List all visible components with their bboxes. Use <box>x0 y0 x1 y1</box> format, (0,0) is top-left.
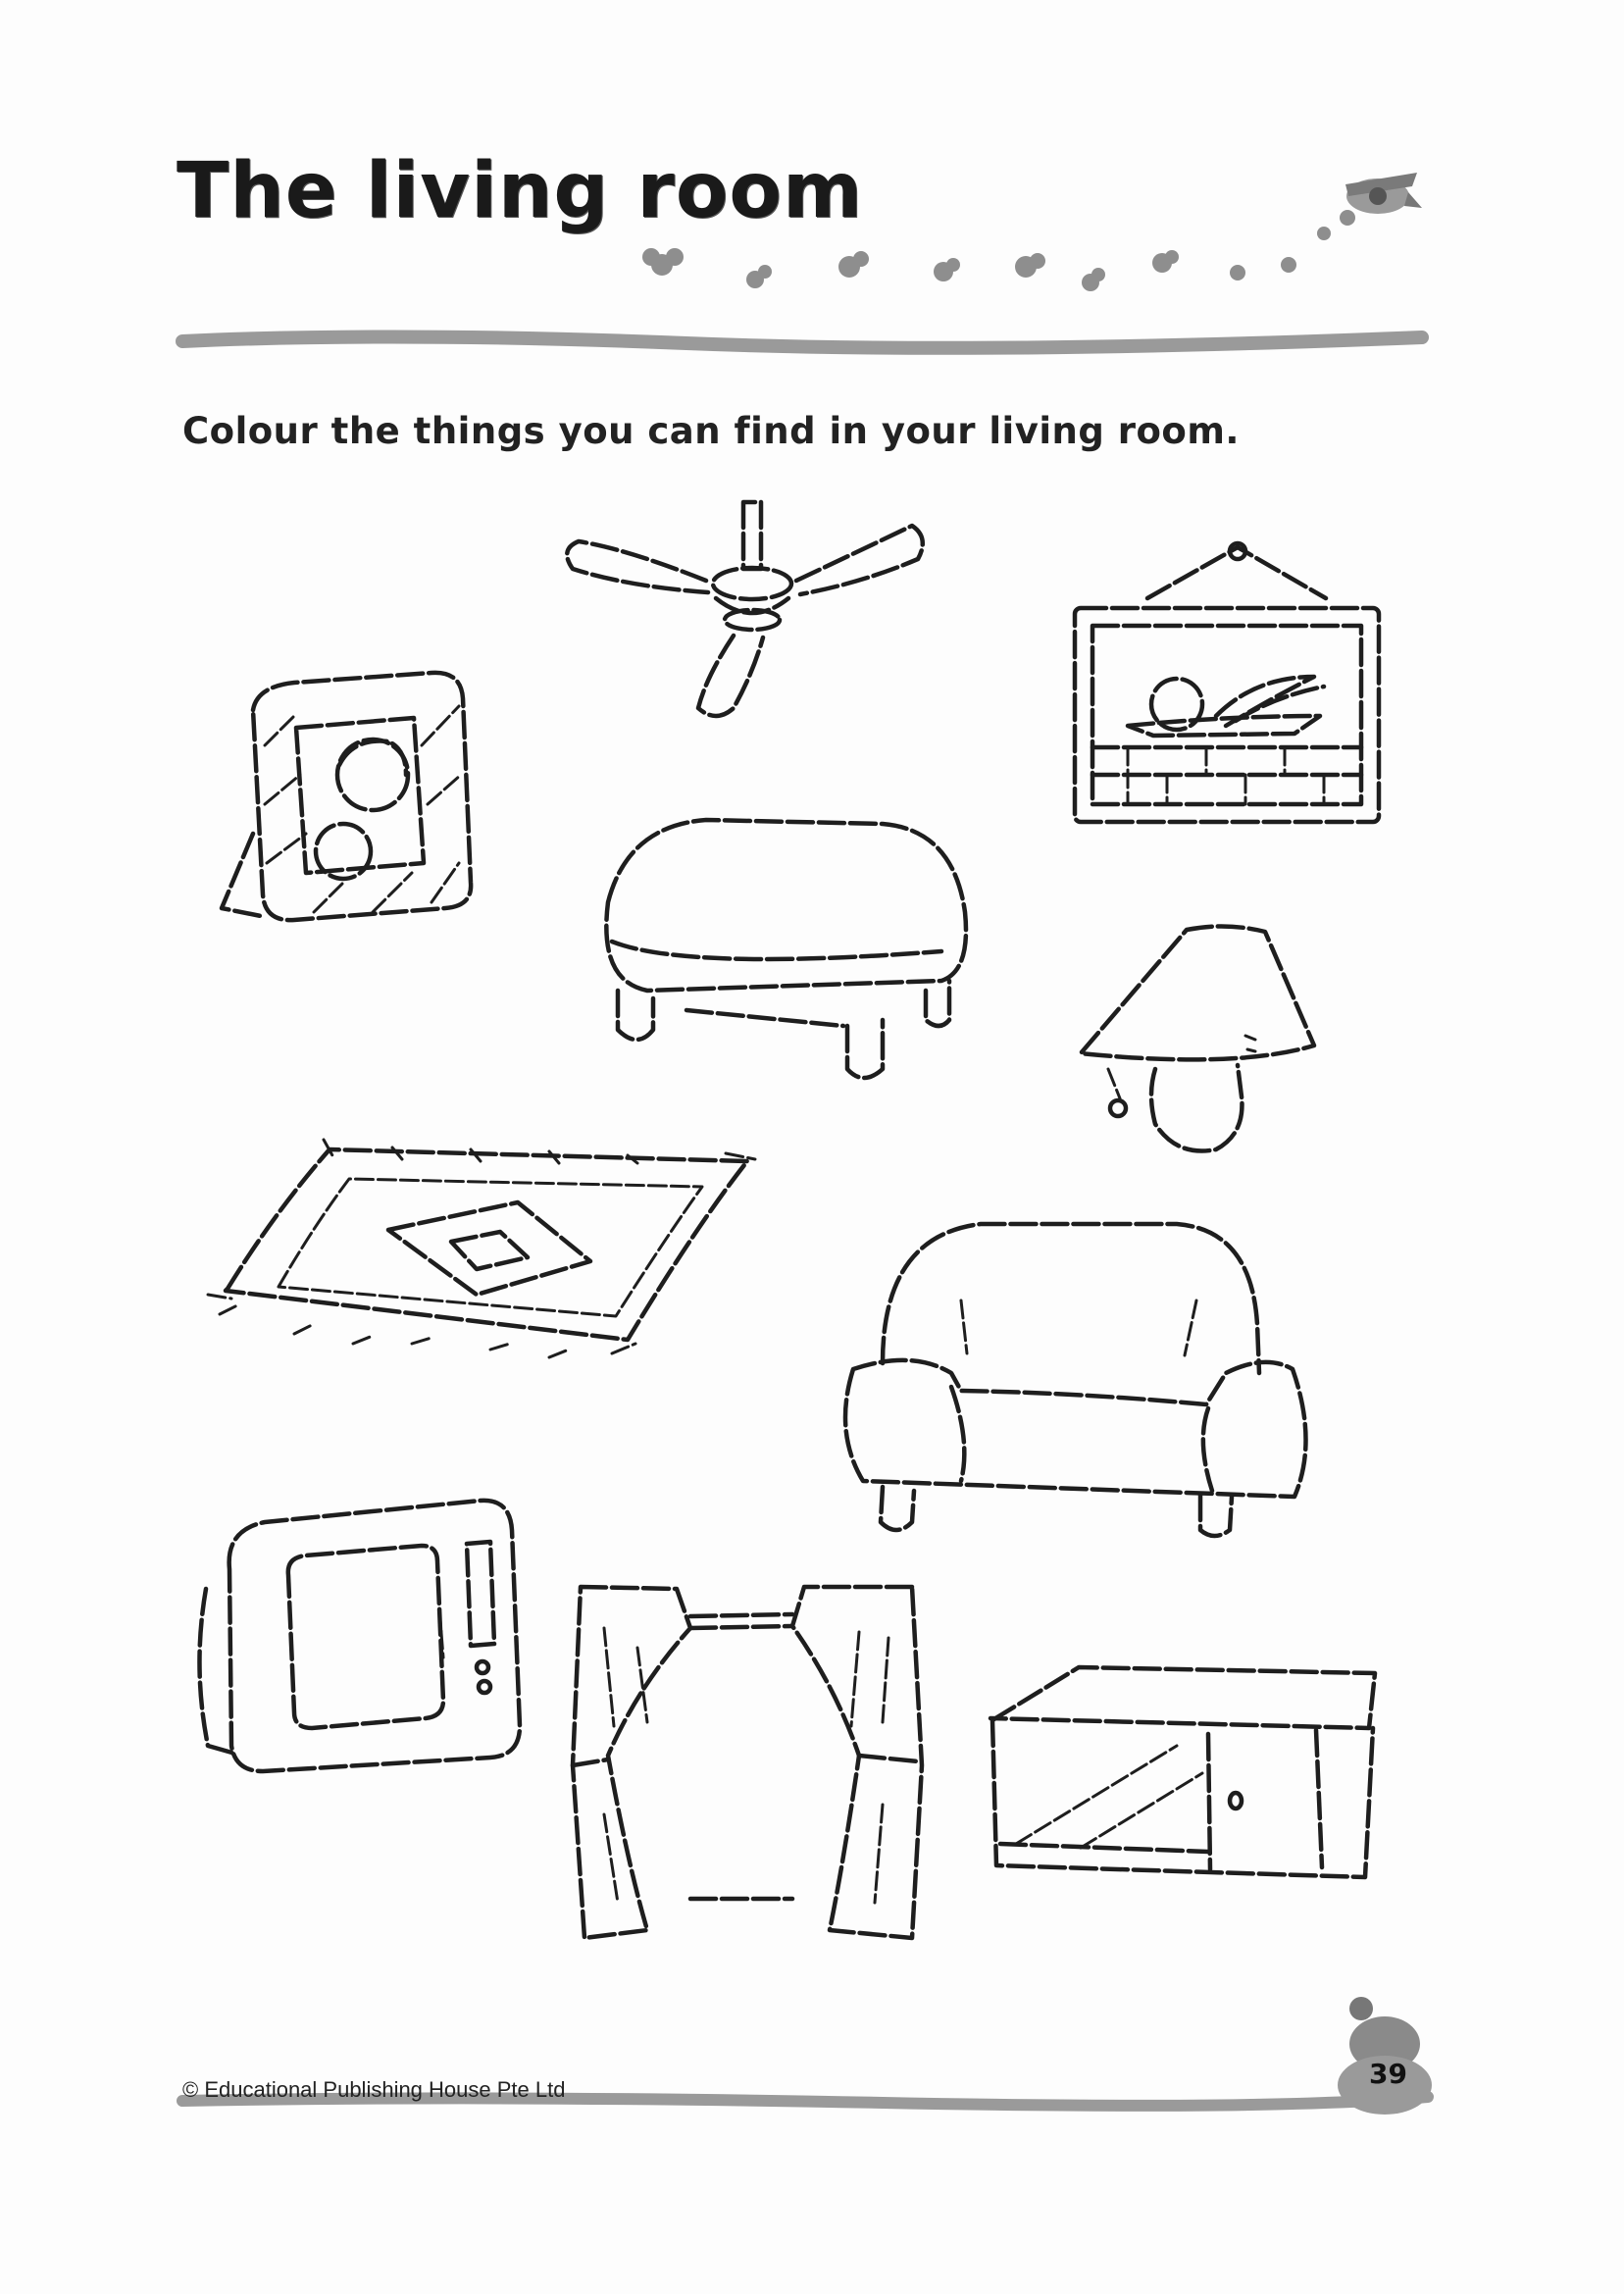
coffee-table-illustration <box>606 820 966 1078</box>
airplane-icon <box>1345 173 1422 214</box>
copyright-footer: © Educational Publishing House Pte Ltd <box>182 2077 566 2102</box>
armchair-illustration <box>845 1224 1306 1536</box>
cabinet-illustration <box>990 1667 1375 1877</box>
top-divider-line <box>182 336 1422 347</box>
framed-painting-illustration <box>1075 543 1379 822</box>
television-illustration <box>199 1501 520 1771</box>
photo-frame-illustration <box>222 673 471 920</box>
rug-illustration <box>208 1140 755 1357</box>
ceiling-fan-illustration <box>567 502 923 716</box>
flower-trail-decoration <box>642 210 1355 291</box>
page-number: 39 <box>1369 2058 1407 2090</box>
table-lamp-illustration <box>1081 926 1314 1150</box>
curtains-illustration <box>573 1587 922 1938</box>
mascot-decoration <box>1338 1997 1432 2115</box>
instruction-text: Colour the things you can find in your living room. <box>182 410 1240 452</box>
page-title: The living room <box>177 147 864 235</box>
